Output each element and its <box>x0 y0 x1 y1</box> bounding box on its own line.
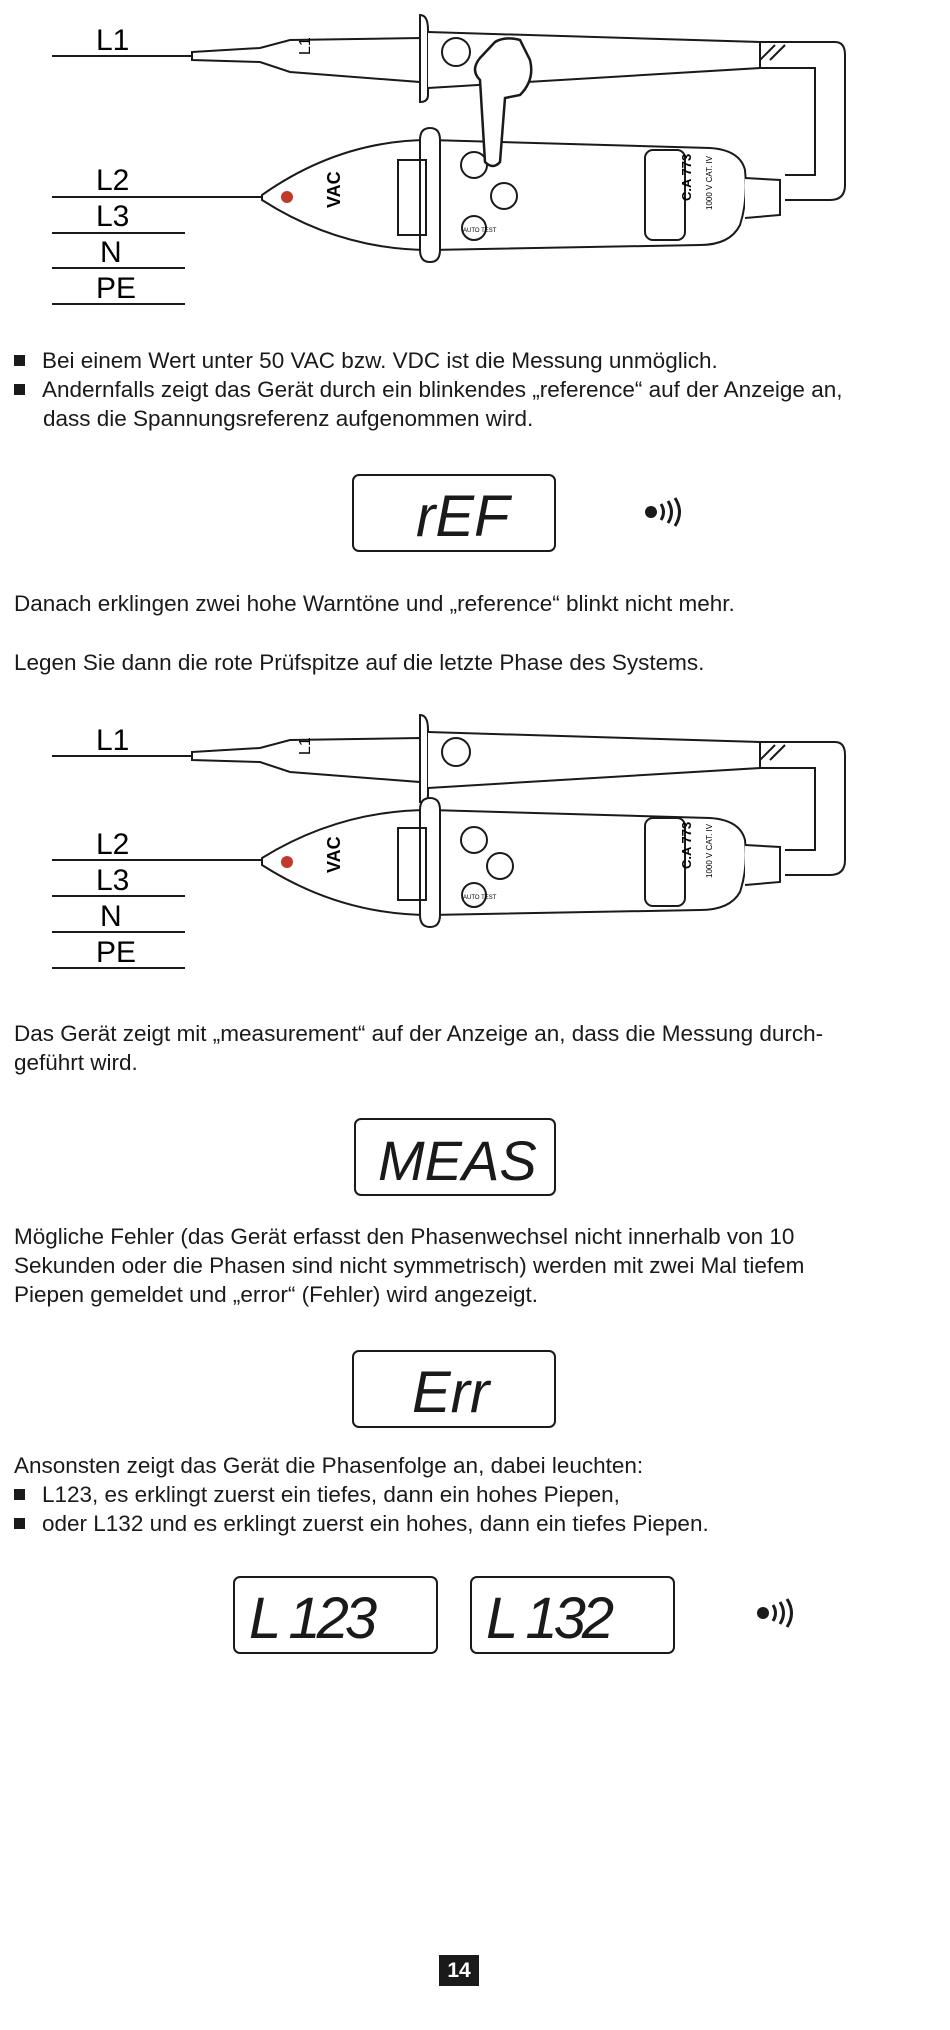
lcd-display-ref <box>352 474 556 552</box>
probe-l1-label: L1 <box>297 737 314 755</box>
line-label: PE <box>96 936 137 969</box>
paragraph: Legen Sie dann die rote Prüfspitze auf die letzte Phase des Systems. <box>14 650 705 675</box>
bullet-square-icon <box>14 1489 25 1500</box>
lcd-display-meas <box>354 1118 556 1196</box>
vac-label: VAC <box>324 836 344 873</box>
paragraph-line: Piepen gemeldet und „error“ (Fehler) wird angezeigt. <box>14 1282 539 1307</box>
bullet-item <box>14 375 842 404</box>
lcd-text: L 132 <box>486 1586 611 1651</box>
rating-label: 1000 V CAT. IV <box>705 823 714 878</box>
line-label: L3 <box>96 864 130 897</box>
line-label: L1 <box>96 724 130 757</box>
paragraph-line: Sekunden oder die Phasen sind nicht symmetrisch) werden mit zwei Mal tiefem <box>14 1253 805 1278</box>
lcd-text: rEF <box>416 484 510 549</box>
bullet-text: L123, es erklingt zuerst ein tiefes, dann ein hohes Piepen, <box>42 1482 620 1507</box>
model-label: C.A 773 <box>679 821 694 869</box>
tester-diagram-1 <box>0 0 950 310</box>
line-label: PE <box>96 272 137 305</box>
lcd-glyphs <box>235 1578 436 1652</box>
paragraph: Ansonsten zeigt das Gerät die Phasenfolge an, dabei leuchten: <box>14 1453 644 1478</box>
model-label: C.A 773 <box>679 153 694 201</box>
bullet-text: Bei einem Wert unter 50 VAC bzw. VDC ist die Messung unmöglich. <box>42 348 718 373</box>
lcd-text: MEAS <box>378 1129 537 1192</box>
auto-test-label: AUTO TEST <box>463 228 497 234</box>
line-label: L2 <box>96 164 130 197</box>
lcd-display-l123 <box>233 1576 438 1654</box>
line-label: L2 <box>96 828 130 861</box>
bullet-text: Andernfalls zeigt das Gerät durch ein blinkendes „reference“ auf der Anzeige an, <box>42 377 843 402</box>
tester-diagram-2 <box>0 700 950 970</box>
auto-test-label: AUTO TEST <box>463 895 497 901</box>
lcd-text: L 123 <box>249 1586 374 1651</box>
bullet-item <box>14 1480 620 1509</box>
bullet-item <box>14 346 718 375</box>
line-label: L1 <box>96 24 130 57</box>
power-icon <box>281 191 293 203</box>
lcd-display-l132 <box>470 1576 675 1654</box>
lcd-text: Err <box>412 1360 490 1425</box>
bullet-square-icon <box>14 384 25 395</box>
probe-l1-label: L1 <box>297 37 314 55</box>
paragraph-line: Mögliche Fehler (das Gerät erfasst den Phasenwechsel nicht innerhalb von 10 <box>14 1224 795 1249</box>
bullet-square-icon <box>14 1518 25 1529</box>
line-label: N <box>100 236 122 269</box>
lcd-glyphs <box>354 476 554 550</box>
sound-icon <box>756 1597 800 1629</box>
vac-label: VAC <box>324 171 344 208</box>
paragraph-line: geführt wird. <box>14 1050 138 1075</box>
lcd-display-err <box>352 1350 556 1428</box>
bullet-text: oder L132 und es erklingt zuerst ein hohes, dann ein tiefes Piepen. <box>42 1511 709 1536</box>
bullet-continuation: dass die Spannungsreferenz aufgenommen wird. <box>43 406 534 431</box>
paragraph: Danach erklingen zwei hohe Warntöne und „reference“ blinkt nicht mehr. <box>14 591 735 616</box>
lcd-glyphs <box>356 1120 554 1194</box>
paragraph-line: Das Gerät zeigt mit „measurement“ auf der Anzeige an, dass die Messung durch- <box>14 1021 824 1046</box>
rating-label: 1000 V CAT. IV <box>705 155 714 210</box>
bullet-square-icon <box>14 355 25 366</box>
power-icon <box>281 856 293 868</box>
line-label: L3 <box>96 200 130 233</box>
sound-icon <box>644 496 688 528</box>
lcd-glyphs <box>472 1578 673 1652</box>
bullet-item <box>14 1509 709 1538</box>
line-label: N <box>100 900 122 933</box>
page-number: 14 <box>439 1955 479 1986</box>
lcd-glyphs <box>354 1352 554 1426</box>
